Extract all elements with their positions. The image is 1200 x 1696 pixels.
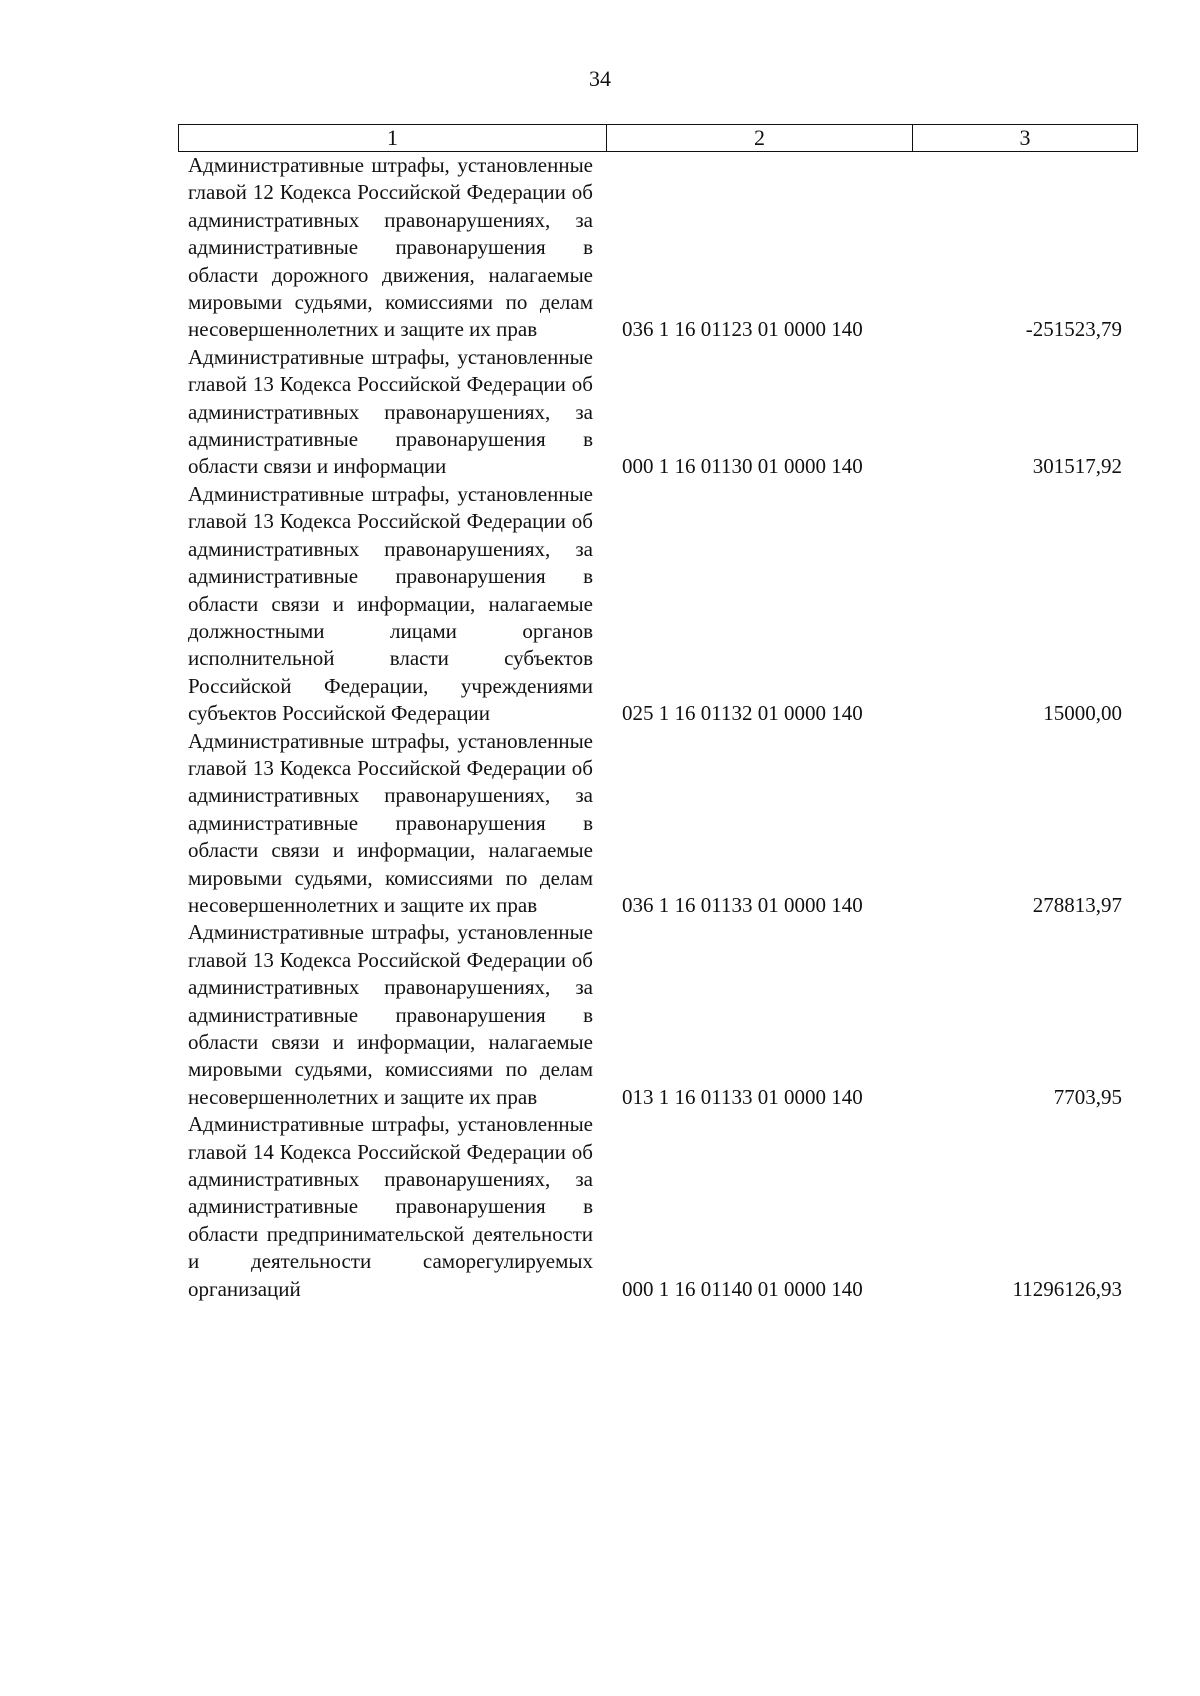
table-row — [178, 481, 1138, 728]
row-description: Административные штрафы, установленные главой 13 Кодекса Российской Федерации об административных правонарушениях, за административные правонарушения в области связи и информации, налагаемые мировыми судьями, комиссиями по делам несовершеннолетних и защите их прав — [188, 920, 593, 1109]
row-code: 000 1 16 01140 01 0000 140 — [622, 1276, 863, 1301]
row-description: Административные штрафы, установленные главой 13 Кодекса Российской Федерации об административных правонарушениях, за административные правонарушения в области связи и информации — [188, 344, 593, 479]
row-description: Административные штрафы, установленные главой 13 Кодекса Российской Федерации об административных правонарушениях, за административные правонарушения в области связи и информации, налагаемые должностными лицами органов исполнительной власти субъектов Российской Федерации, учреждениями субъектов Российской Федерации — [188, 481, 593, 726]
row-amount: 11296126,93 — [1012, 1276, 1122, 1301]
row-description: Административные штрафы, установленные главой 13 Кодекса Российской Федерации об административных правонарушениях, за административные правонарушения в области связи и информации, налагаемые мировыми судьями, комиссиями по делам несовершеннолетних и защите их прав — [188, 728, 593, 917]
row-description: Административные штрафы, установленные главой 14 Кодекса Российской Федерации об административных правонарушениях, за административные правонарушения в области предпринимательской деятельности и деятельности саморегулируемых организаций — [188, 1112, 593, 1301]
row-amount: 7703,95 — [1053, 1084, 1122, 1109]
row-amount: 15000,00 — [1043, 701, 1122, 726]
table-body — [178, 152, 1138, 1303]
header-column-3: 3 — [1019, 125, 1031, 150]
header-column-1: 1 — [179, 125, 607, 151]
row-code: 013 1 16 01133 01 0000 140 — [622, 1084, 863, 1109]
table-row — [178, 919, 1138, 1111]
row-amount: -251523,79 — [1025, 317, 1122, 342]
row-description: Административные штрафы, установленные главой 12 Кодекса Российской Федерации об административных правонарушениях, за административные правонарушения в области дорожного движения, налагаемые мировыми судьями, комиссиями по делам несовершеннолетних и защите их прав — [188, 153, 593, 342]
header-column-2: 2 — [607, 125, 913, 151]
table-row — [178, 1111, 1138, 1303]
table-row — [178, 152, 1138, 344]
row-amount: 278813,97 — [1032, 892, 1122, 917]
page-number: 34 — [589, 66, 611, 91]
row-code: 000 1 16 01130 01 0000 140 — [622, 454, 863, 479]
row-code: 036 1 16 01133 01 0000 140 — [622, 892, 863, 917]
table-header — [178, 124, 1138, 152]
row-code: 036 1 16 01123 01 0000 140 — [622, 317, 863, 342]
table-row — [178, 728, 1138, 920]
table-row — [178, 344, 1138, 481]
row-code: 025 1 16 01132 01 0000 140 — [622, 701, 863, 726]
row-amount: 301517,92 — [1032, 454, 1122, 479]
